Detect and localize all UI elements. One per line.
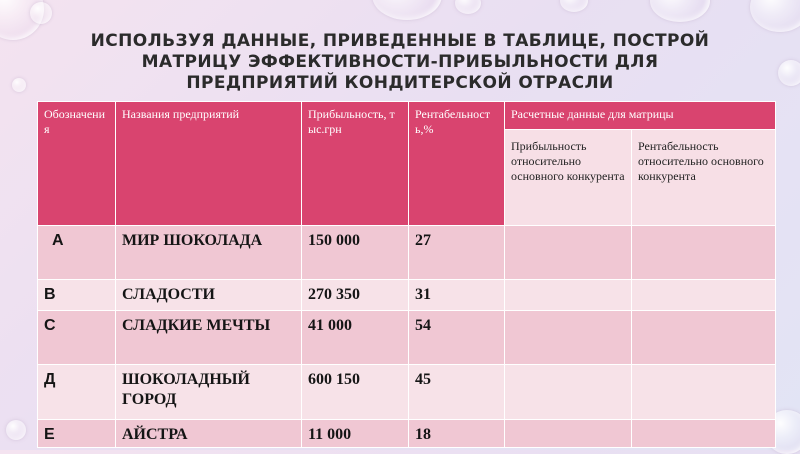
cell-code: Д [38, 365, 116, 420]
table-row [38, 420, 776, 448]
cell-relative-return [632, 226, 776, 280]
header-return-rate: Рентабельность,% [409, 102, 505, 226]
cell-profit: 150 000 [302, 226, 409, 280]
title-line: МАТРИЦУ ЭФФЕКТИВНОСТИ-ПРИБЫЛЬНОСТИ ДЛЯ [141, 52, 659, 72]
decorative-bubble [750, 0, 800, 32]
cell-name: МИР ШОКОЛАДА [116, 226, 302, 280]
cell-relative-return [632, 420, 776, 448]
cell-code: Е [38, 420, 116, 448]
cell-return: 54 [409, 311, 505, 365]
table-row [38, 365, 776, 420]
header-profitability: Прибыльность, тыс.грн [302, 102, 409, 226]
cell-relative-return [632, 280, 776, 311]
cell-code: С [38, 311, 116, 365]
decorative-bubble [455, 0, 481, 14]
cell-code: А [38, 226, 116, 280]
cell-relative-profit [505, 420, 632, 448]
header-relative-return: Рентабельность относительно основного конкурента [632, 130, 776, 226]
cell-name: СЛАДКИЕ МЕЧТЫ [116, 311, 302, 365]
header-company-names: Названия предприятий [116, 102, 302, 226]
cell-name: СЛАДОСТИ [116, 280, 302, 311]
cell-relative-profit [505, 311, 632, 365]
decorative-bubble [372, 0, 442, 20]
header-relative-profit: Прибыльность относительно основного конкурента [505, 130, 632, 226]
cell-return: 31 [409, 280, 505, 311]
cell-return: 18 [409, 420, 505, 448]
header-matrix-data: Расчетные данные для матрицы [505, 102, 776, 130]
decorative-bubble [6, 420, 26, 440]
cell-return: 45 [409, 365, 505, 420]
cell-return: 27 [409, 226, 505, 280]
cell-relative-profit [505, 365, 632, 420]
data-table [37, 101, 776, 448]
cell-name: ШОКОЛАДНЫЙ ГОРОД [116, 365, 302, 420]
table-row [38, 280, 776, 311]
cell-profit: 270 350 [302, 280, 409, 311]
decorative-bubble [560, 0, 588, 12]
table-row [38, 311, 776, 365]
cell-profit: 41 000 [302, 311, 409, 365]
title-line: ИСПОЛЬЗУЯ ДАННЫЕ, ПРИВЕДЕННЫЕ В ТАБЛИЦЕ, ПОСТРОЙ [90, 31, 710, 51]
cell-profit: 600 150 [302, 365, 409, 420]
header-designation: Обозначения [38, 102, 116, 226]
cell-code: В [38, 280, 116, 311]
cell-relative-profit [505, 280, 632, 311]
title-line: ПРЕДПРИЯТИЙ КОНДИТЕРСКОЙ ОТРАСЛИ [186, 73, 614, 93]
table-row [38, 226, 776, 280]
cell-relative-return [632, 365, 776, 420]
cell-relative-return [632, 311, 776, 365]
cell-name: АЙСТРА [116, 420, 302, 448]
cell-profit: 11 000 [302, 420, 409, 448]
decorative-bubble [650, 0, 710, 22]
cell-relative-profit [505, 226, 632, 280]
decorative-bubble [30, 2, 52, 24]
slide-title [0, 31, 800, 94]
